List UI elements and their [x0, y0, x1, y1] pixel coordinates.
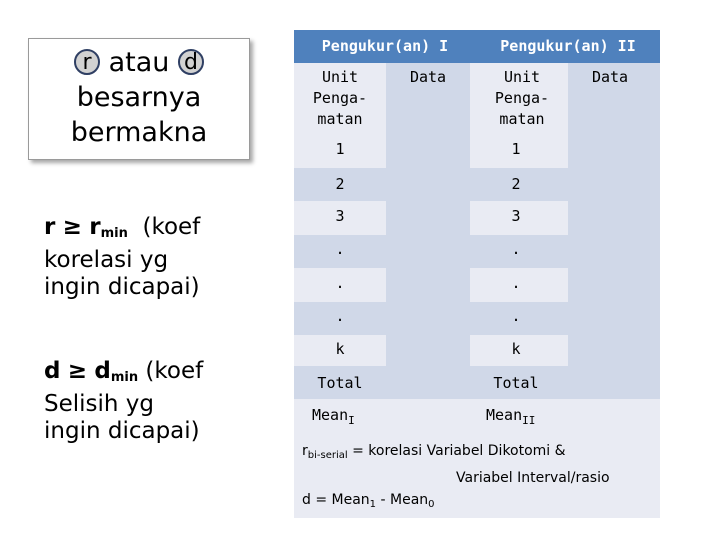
r-circle: r [74, 49, 100, 75]
total-col1: Total [317, 374, 363, 392]
r-symbol: r [44, 214, 56, 240]
footer-minus: - Mean [376, 492, 429, 508]
row-1-col1: 1 [335, 140, 345, 158]
title-line-1 [29, 45, 249, 80]
title-line-2: besarnya [76, 82, 202, 113]
d-min-line-3: ingin dicapai) [44, 418, 200, 444]
title-box [28, 38, 250, 160]
unit-line-2: Penga- [312, 89, 368, 107]
row-1-col2: 1 [511, 140, 521, 158]
mean-sub-2: II [522, 414, 536, 427]
mean-col2 [476, 406, 596, 427]
row-5-col2: . [511, 274, 521, 292]
data-header-1: Data [409, 68, 447, 86]
d-min-line-2: Selisih yg [44, 391, 155, 417]
footer-r: r [302, 443, 308, 459]
row-2-col1: 2 [335, 175, 345, 193]
unit-header-2 [476, 67, 568, 130]
d-circle: d [178, 49, 204, 75]
d-min-block [44, 358, 203, 445]
total-col2: Total [493, 374, 539, 392]
dmin-symbol: d [94, 358, 111, 384]
row-7-col1: k [335, 340, 345, 358]
footer-sub-0: 0 [428, 499, 435, 510]
row-3-col2: 3 [511, 207, 521, 225]
mean-label-2: Mean [486, 406, 523, 424]
unit-header-1 [294, 67, 386, 130]
dmin-sub: min [110, 370, 139, 385]
d-min-text-1: (koef [145, 358, 204, 384]
data-column-1-shade [386, 63, 470, 398]
d-min-line-1 [44, 358, 203, 391]
rmin-sub: min [100, 226, 128, 241]
row-2-col2: 2 [511, 175, 521, 193]
r-min-line-2: korelasi yg [44, 247, 169, 273]
ge-symbol: ≥ [62, 214, 82, 240]
row-4-col1: . [335, 240, 345, 258]
atau-text: atau [108, 47, 170, 78]
r-min-block [44, 214, 200, 301]
ge-symbol-2: ≥ [67, 358, 88, 384]
footer-text-1: = korelasi Variabel Dikotomi & [347, 443, 566, 459]
rmin-symbol: r [89, 214, 101, 240]
row-6-col1: . [335, 307, 345, 325]
data-header-2: Data [591, 68, 629, 86]
footer-line-1 [302, 440, 610, 467]
r-min-line-3: ingin dicapai) [44, 274, 200, 300]
footer-notes [302, 440, 610, 516]
row-4-col2: . [511, 240, 521, 258]
footer-line-3 [302, 489, 610, 516]
unit-line-1: Unit [321, 68, 359, 86]
mean-col1 [300, 406, 404, 427]
header-pengukur-2: Pengukur(an) II [500, 37, 636, 55]
unit-line-3: matan [317, 110, 363, 128]
data-column-2-shade [568, 63, 660, 398]
row-7-col2: k [511, 340, 521, 358]
footer-d-eq: d = Mean [302, 492, 370, 508]
footer-r-sub: bi-serial [307, 450, 348, 461]
unit-line-2b: Penga- [494, 89, 550, 107]
row-3-col1: 3 [335, 207, 345, 225]
r-min-text-1: (koef [142, 214, 201, 240]
header-pengukur-1: Pengukur(an) I [321, 37, 449, 55]
footer-sub-1: 1 [369, 499, 377, 510]
mean-label-1: Mean [312, 406, 349, 424]
title-line-3: bermakna [70, 117, 208, 148]
mean-sub-1: I [348, 414, 355, 427]
row-6-col2: . [511, 307, 521, 325]
d-symbol: d [44, 358, 61, 384]
footer-line-2: Variabel Interval/rasio [456, 470, 610, 486]
row-5-col1: . [335, 274, 345, 292]
r-min-line-1 [44, 214, 200, 247]
unit-line-1b: Unit [503, 68, 541, 86]
unit-line-3b: matan [499, 110, 545, 128]
